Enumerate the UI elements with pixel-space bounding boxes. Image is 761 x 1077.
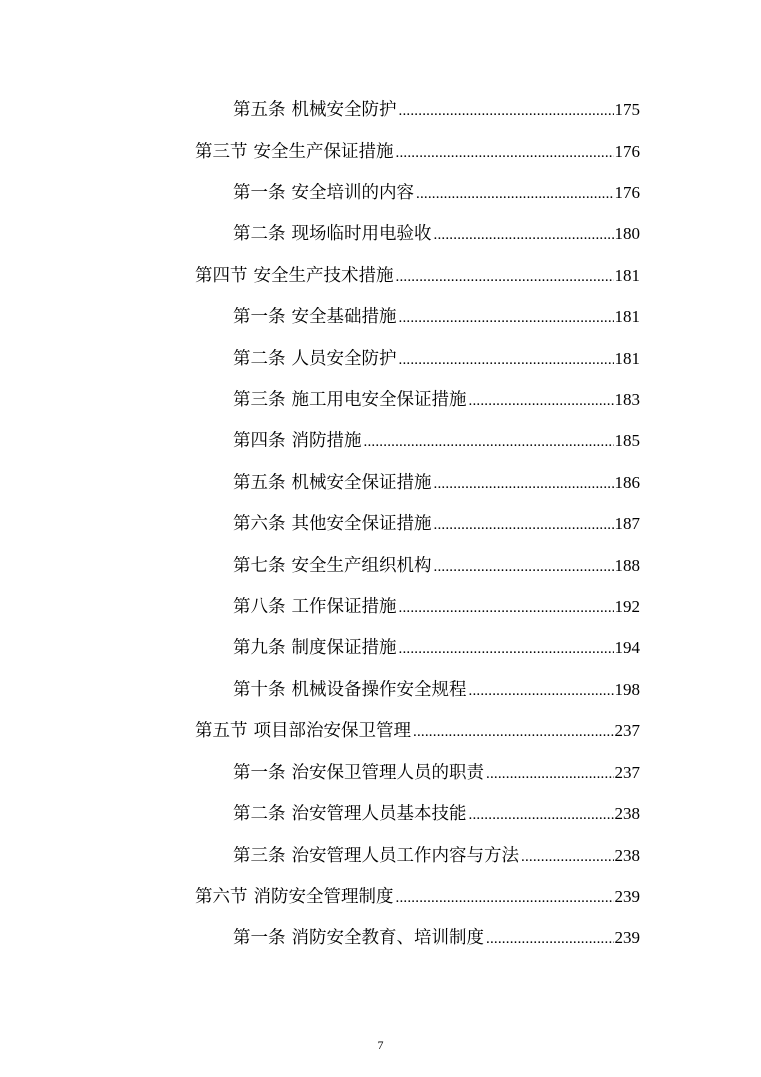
- toc-entry-text: 人员安全防护: [291, 349, 397, 369]
- toc-page-number: 183: [614, 390, 640, 409]
- toc-entry-number: 第三条: [233, 390, 286, 410]
- toc-entry[interactable]: [233, 923, 640, 953]
- toc-entry-number: 第二条: [233, 349, 286, 369]
- toc-leader-dots: [399, 96, 614, 126]
- toc-entry-text: 安全生产保证措施: [253, 142, 394, 162]
- toc-entry-text: 消防措施: [291, 431, 362, 451]
- toc-entry-text: 消防安全教育、培训制度: [291, 928, 484, 948]
- toc-entry[interactable]: [233, 841, 640, 871]
- toc-leader-dots: [469, 676, 614, 706]
- toc-entry[interactable]: [233, 551, 640, 581]
- toc-entry[interactable]: [233, 426, 640, 456]
- toc-entry-number: 第九条: [233, 638, 286, 658]
- toc-entry-number: 第六节: [195, 887, 248, 907]
- toc-entry[interactable]: [233, 675, 640, 705]
- toc-entry[interactable]: [233, 385, 640, 415]
- toc-entry-title: [233, 841, 519, 871]
- toc-entry[interactable]: [195, 716, 640, 746]
- toc-entry[interactable]: [233, 95, 640, 125]
- toc-entry-number: 第三条: [233, 846, 286, 866]
- toc-entry-title: [233, 344, 397, 374]
- toc-entry-title: [233, 302, 397, 332]
- page-footer-number: 7: [377, 1038, 384, 1052]
- toc-entry-title: [233, 426, 362, 456]
- toc-page-number: 186: [614, 473, 640, 492]
- toc-entry-number: 第三节: [195, 142, 248, 162]
- toc-entry-text: 其他安全保证措施: [291, 514, 432, 534]
- toc-entry[interactable]: [195, 137, 640, 167]
- toc-entry-number: 第一条: [233, 183, 286, 203]
- toc-entry-title: [233, 923, 484, 953]
- toc-entry[interactable]: [195, 882, 640, 912]
- toc-entry-text: 安全培训的内容: [291, 183, 414, 203]
- toc-entry-text: 制度保证措施: [291, 638, 397, 658]
- toc-entry-number: 第四节: [195, 266, 248, 286]
- toc-page-number: 238: [614, 804, 640, 823]
- toc-entry-text: 机械安全保证措施: [291, 473, 432, 493]
- toc-leader-dots: [416, 179, 614, 209]
- toc-entry-number: 第六条: [233, 514, 286, 534]
- toc-page-number: 194: [614, 638, 640, 657]
- toc-page-number: 198: [614, 680, 640, 699]
- toc-entry-number: 第七条: [233, 556, 286, 576]
- toc-entry-number: 第一条: [233, 307, 286, 327]
- toc-page-number: 175: [614, 100, 640, 119]
- toc-leader-dots: [399, 303, 614, 333]
- toc-entry-number: 第一条: [233, 928, 286, 948]
- toc-page-number: 238: [614, 846, 640, 865]
- toc-entry-title: [233, 633, 397, 663]
- toc-entry-number: 第二条: [233, 804, 286, 824]
- toc-entry[interactable]: [195, 261, 640, 291]
- toc-entry-title: [195, 882, 394, 912]
- toc-entry[interactable]: [233, 344, 640, 374]
- toc-entry[interactable]: [233, 592, 640, 622]
- toc-entry-title: [233, 95, 397, 125]
- toc-entry-title: [233, 509, 432, 539]
- toc-page-number: 237: [614, 763, 640, 782]
- toc-entry[interactable]: [233, 302, 640, 332]
- toc-page-number: 180: [614, 224, 640, 243]
- toc-leader-dots: [434, 469, 614, 499]
- toc-entry-text: 安全生产技术措施: [253, 266, 394, 286]
- toc-entry-number: 第五条: [233, 473, 286, 493]
- toc-entry[interactable]: [233, 799, 640, 829]
- toc-entry-number: 第五节: [195, 721, 248, 741]
- toc-entry-text: 安全生产组织机构: [291, 556, 432, 576]
- toc-leader-dots: [399, 345, 614, 375]
- toc-leader-dots: [396, 883, 614, 913]
- toc-entry-title: [195, 716, 411, 746]
- toc-entry-text: 治安管理人员基本技能: [291, 804, 467, 824]
- toc-page-number: 181: [614, 349, 640, 368]
- toc-page-number: 192: [614, 597, 640, 616]
- toc-entry-title: [233, 799, 467, 829]
- toc-entry-title: [233, 219, 432, 249]
- toc-entry-number: 第一条: [233, 763, 286, 783]
- toc-leader-dots: [396, 138, 614, 168]
- toc-leader-dots: [413, 717, 614, 747]
- toc-entry-number: 第五条: [233, 100, 286, 120]
- toc-entry-text: 项目部治安保卫管理: [253, 721, 411, 741]
- toc-leader-dots: [399, 593, 614, 623]
- toc-entry-text: 机械安全防护: [291, 100, 397, 120]
- toc-entry-title: [233, 385, 467, 415]
- toc-entry[interactable]: [233, 468, 640, 498]
- toc-entry-number: 第四条: [233, 431, 286, 451]
- toc-entry-number: 第十条: [233, 680, 286, 700]
- toc-entry-number: 第二条: [233, 224, 286, 244]
- toc-entry-text: 施工用电安全保证措施: [291, 390, 467, 410]
- toc-entry-title: [195, 137, 394, 167]
- toc-page-number: 239: [614, 887, 640, 906]
- toc-entry[interactable]: [233, 758, 640, 788]
- toc-entry-text: 消防安全管理制度: [253, 887, 394, 907]
- toc-page-number: 237: [614, 721, 640, 740]
- toc-leader-dots: [399, 634, 614, 664]
- toc-entry-title: [233, 178, 414, 208]
- toc-entry-text: 机械设备操作安全规程: [291, 680, 467, 700]
- toc-entry-title: [233, 551, 432, 581]
- toc-page-number: 181: [614, 266, 640, 285]
- toc-leader-dots: [469, 386, 614, 416]
- toc-entry[interactable]: [233, 219, 640, 249]
- toc-leader-dots: [364, 427, 614, 457]
- toc-entry-number: 第八条: [233, 597, 286, 617]
- toc-page-number: 239: [614, 928, 640, 947]
- toc-leader-dots: [434, 220, 614, 250]
- toc-entry-title: [195, 261, 394, 291]
- toc-leader-dots: [396, 262, 614, 292]
- toc-page-number: 181: [614, 307, 640, 326]
- toc-entry-text: 治安保卫管理人员的职责: [291, 763, 484, 783]
- toc-entry[interactable]: [233, 633, 640, 663]
- toc-leader-dots: [434, 510, 614, 540]
- toc-entry[interactable]: [233, 178, 640, 208]
- toc-leader-dots: [469, 800, 614, 830]
- toc-entry-title: [233, 468, 432, 498]
- toc-page-number: 188: [614, 556, 640, 575]
- toc-entry-title: [233, 675, 467, 705]
- toc-entry-title: [233, 592, 397, 622]
- toc-leader-dots: [434, 552, 614, 582]
- toc-leader-dots: [521, 842, 614, 872]
- toc-entry-text: 治安管理人员工作内容与方法: [291, 846, 519, 866]
- toc-entry-text: 现场临时用电验收: [291, 224, 432, 244]
- toc-page-number: 176: [614, 142, 640, 161]
- toc-entry-text: 工作保证措施: [291, 597, 397, 617]
- toc-page-number: 187: [614, 514, 640, 533]
- toc-page-number: 176: [614, 183, 640, 202]
- toc-page-number: 185: [614, 431, 640, 450]
- toc-leader-dots: [486, 924, 614, 954]
- toc-entry[interactable]: [233, 509, 640, 539]
- toc-entry-title: [233, 758, 484, 788]
- toc-entry-text: 安全基础措施: [291, 307, 397, 327]
- toc-leader-dots: [486, 759, 614, 789]
